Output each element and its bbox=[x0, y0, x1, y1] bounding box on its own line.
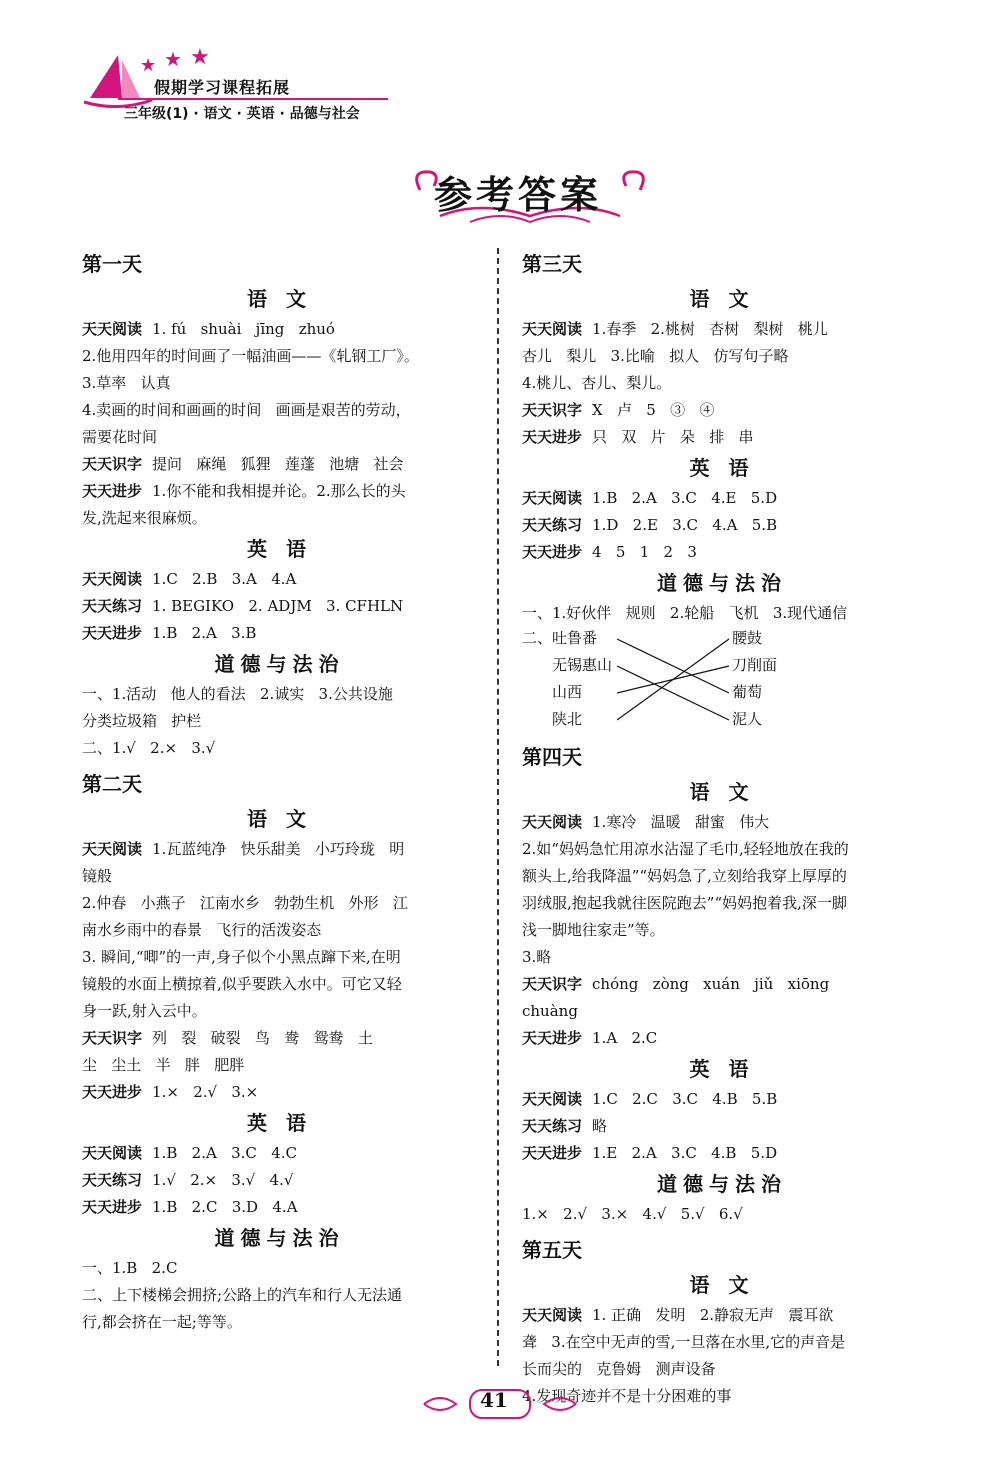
subject-heading: 道德与法治 bbox=[214, 1226, 345, 1250]
header-divider bbox=[118, 98, 388, 100]
answer-line bbox=[522, 1329, 922, 1356]
answer-line bbox=[522, 343, 922, 370]
answer-block bbox=[82, 836, 477, 1106]
answer-text: 1.C 2.C 3.C 4.B 5.B bbox=[592, 1090, 778, 1108]
answer-line bbox=[82, 593, 477, 620]
answer-text: chuàng bbox=[522, 1002, 578, 1020]
answer-line bbox=[82, 708, 477, 735]
match-left-item: 山西 bbox=[552, 683, 583, 701]
answer-text: 镜般的水面上横掠着,似乎要跌入水中。可它又轻 bbox=[82, 975, 402, 993]
answer-block bbox=[82, 1255, 477, 1336]
section-label: 天天识字 bbox=[82, 1029, 143, 1047]
answer-line bbox=[82, 478, 477, 505]
answer-text: 1.B 2.A 3.C 4.E 5.D bbox=[592, 489, 778, 507]
answer-text: 2.他用四年的时间画了一幅油画——《轧钢工厂》。 bbox=[82, 347, 419, 365]
answer-text: 1.B 2.A 3.B bbox=[152, 624, 257, 642]
answer-text: 长而尖的 克鲁姆 测声设备 bbox=[522, 1360, 716, 1378]
answer-block bbox=[522, 485, 922, 566]
page-title: 参考答案 bbox=[434, 173, 603, 217]
right-column bbox=[522, 242, 922, 1410]
answer-text: 4.卖画的时间和画画的时间 画画是艰苦的劳动， bbox=[82, 401, 411, 419]
answer-line bbox=[82, 917, 477, 944]
answer-text: 需要花时间 bbox=[82, 428, 158, 446]
answer-line bbox=[82, 1309, 477, 1336]
subject-heading: 语 文 bbox=[689, 1273, 755, 1297]
answer-text: 镜般 bbox=[82, 867, 113, 885]
match-right-item: 刀削面 bbox=[732, 656, 778, 674]
answer-line bbox=[522, 370, 922, 397]
section-label: 天天进步 bbox=[82, 482, 143, 500]
section-label: 天天阅读 bbox=[522, 1306, 583, 1324]
page-footer bbox=[420, 1384, 580, 1424]
subject-heading: 英 语 bbox=[247, 1111, 312, 1135]
subject-heading: 道德与法治 bbox=[657, 1172, 787, 1196]
answer-text: 3. 瞬间,“唧”的一声,身子似个小黑点蹿下来,在明 bbox=[82, 948, 401, 966]
answer-block bbox=[522, 316, 922, 451]
answer-line bbox=[82, 397, 477, 424]
section-label: 天天识字 bbox=[522, 975, 583, 993]
section-label: 天天阅读 bbox=[82, 1144, 143, 1162]
answer-block bbox=[82, 566, 477, 647]
section-label: 天天阅读 bbox=[522, 320, 583, 338]
answer-text: 1.B 2.A 3.C 4.C bbox=[152, 1144, 297, 1162]
answer-text: 4.发现奇迹并不是十分困难的事 bbox=[522, 1387, 732, 1405]
subject-heading: 英 语 bbox=[247, 537, 312, 561]
answer-text: 分类垃圾箱 护栏 bbox=[82, 712, 202, 730]
answer-text: 二、上下楼梯会拥挤;公路上的汽车和行人无法通 bbox=[82, 1286, 403, 1304]
answer-line bbox=[82, 505, 477, 532]
answer-text: 1.A 2.C bbox=[592, 1029, 658, 1047]
answer-line bbox=[522, 1025, 922, 1052]
answer-line bbox=[82, 343, 477, 370]
answer-text: 1.× 2.√ 3.× 4.√ 5.√ 6.√ bbox=[522, 1205, 743, 1223]
answer-text: chóng zòng xuán jiǔ xiōng bbox=[592, 975, 830, 993]
answer-text: 1.瓦蓝纯净 快乐甜美 小巧玲珑 明 bbox=[152, 840, 405, 858]
answer-text: 只 双 片 朵 排 串 bbox=[592, 428, 754, 446]
answer-line bbox=[82, 370, 477, 397]
answer-line bbox=[522, 836, 922, 863]
answer-line bbox=[82, 1167, 477, 1194]
answer-block bbox=[522, 600, 922, 627]
section-label: 天天进步 bbox=[82, 1083, 143, 1101]
section-label: 天天练习 bbox=[82, 1171, 143, 1189]
section-label: 天天练习 bbox=[522, 516, 583, 534]
answer-line bbox=[522, 539, 922, 566]
section-label: 天天练习 bbox=[522, 1117, 583, 1135]
answer-text: 1.D 2.E 3.C 4.A 5.B bbox=[592, 516, 778, 534]
answer-line bbox=[82, 863, 477, 890]
section-label: 天天阅读 bbox=[82, 570, 143, 588]
answer-line bbox=[82, 1079, 477, 1106]
section-label: 天天进步 bbox=[522, 428, 583, 446]
left-column bbox=[82, 242, 477, 1336]
match-right-item: 泥人 bbox=[732, 710, 763, 728]
subject-heading: 语 文 bbox=[247, 287, 312, 311]
answer-line bbox=[82, 316, 477, 343]
day-heading: 第三天 bbox=[522, 252, 582, 276]
answer-line bbox=[82, 1282, 477, 1309]
answer-line bbox=[82, 681, 477, 708]
answer-text: 1. fú shuài jīng zhuó bbox=[152, 320, 335, 338]
match-right-item: 腰鼓 bbox=[732, 629, 763, 647]
answer-text: 4.桃儿、杏儿、梨儿。 bbox=[522, 374, 672, 392]
answer-line bbox=[82, 1194, 477, 1221]
answer-line bbox=[82, 944, 477, 971]
answer-line bbox=[522, 1113, 922, 1140]
answer-block bbox=[522, 1086, 922, 1167]
answer-line bbox=[82, 620, 477, 647]
star-icon: ★ bbox=[140, 55, 157, 76]
answer-text: 杏儿 梨儿 3.比喻 拟人 仿写句子略 bbox=[522, 347, 789, 365]
day-heading: 第四天 bbox=[522, 745, 582, 769]
answer-text: 1. 正确 发明 2.静寂无声 震耳欲 bbox=[592, 1306, 834, 1324]
answer-line bbox=[522, 1086, 922, 1113]
answer-text: 南水乡雨中的春景 飞行的活泼姿态 bbox=[82, 921, 322, 939]
answer-line bbox=[522, 600, 922, 627]
answer-line bbox=[522, 971, 922, 998]
answer-line bbox=[522, 998, 922, 1025]
answer-block bbox=[522, 809, 922, 1052]
answer-line bbox=[522, 512, 922, 539]
answer-text: 略 bbox=[592, 1117, 608, 1135]
answer-line bbox=[522, 1356, 922, 1383]
section-label: 天天练习 bbox=[82, 597, 143, 615]
section-label: 天天识字 bbox=[522, 401, 583, 419]
subject-heading: 英 语 bbox=[689, 1057, 755, 1081]
answer-line bbox=[82, 566, 477, 593]
answer-text: 羽绒服,抱起我就往医院跑去”“妈妈抱着我,深一脚 bbox=[522, 894, 847, 912]
answer-line bbox=[522, 917, 922, 944]
match-left-item: 陕北 bbox=[552, 710, 583, 728]
answer-line bbox=[82, 735, 477, 762]
title-banner bbox=[410, 160, 650, 230]
subject-heading: 语 文 bbox=[689, 780, 755, 804]
page-number: 41 bbox=[480, 1388, 508, 1412]
section-label: 天天阅读 bbox=[522, 489, 583, 507]
answer-text: 二、1.√ 2.× 3.√ bbox=[82, 739, 216, 757]
answer-line bbox=[522, 890, 922, 917]
answer-line bbox=[522, 316, 922, 343]
answer-line bbox=[522, 1383, 922, 1410]
answer-block bbox=[82, 681, 477, 762]
section-label: 天天进步 bbox=[522, 1144, 583, 1162]
answer-text: 行,都会挤在一起;等等。 bbox=[82, 1313, 242, 1331]
grade-subjects: 三年级(1) · 语文 · 英语 · 品德与社会 bbox=[124, 106, 360, 122]
answer-text: 身一跃,射入云中。 bbox=[82, 1002, 207, 1020]
section-label: 天天进步 bbox=[522, 543, 583, 561]
answer-line bbox=[522, 1140, 922, 1167]
answer-line bbox=[82, 1255, 477, 1282]
answer-line bbox=[522, 944, 922, 971]
subject-heading: 语 文 bbox=[247, 807, 312, 831]
answer-line bbox=[522, 1201, 922, 1228]
answer-text: 1.√ 2.× 3.√ 4.√ bbox=[152, 1171, 294, 1189]
day-heading: 第二天 bbox=[82, 772, 142, 796]
star-icon: ★ bbox=[164, 47, 182, 71]
answer-text: 1.× 2.√ 3.× bbox=[152, 1083, 259, 1101]
match-prefix: 二、 bbox=[522, 629, 553, 647]
answer-line bbox=[82, 1140, 477, 1167]
answer-text: 聋 3.在空中无声的雪,一旦落在水里,它的声音是 bbox=[522, 1333, 846, 1351]
match-right-item: 葡萄 bbox=[732, 683, 763, 701]
answer-text: 1.你不能和我相提并论。2.那么长的头 bbox=[152, 482, 406, 500]
answer-line bbox=[82, 451, 477, 478]
answer-line bbox=[522, 397, 922, 424]
answer-text: 1. BEGIKO 2. ADJM 3. CFHLN bbox=[152, 597, 404, 615]
series-title: 假期学习课程拓展 bbox=[154, 78, 291, 97]
section-label: 天天进步 bbox=[82, 624, 143, 642]
answer-line bbox=[82, 971, 477, 998]
section-label: 天天阅读 bbox=[522, 813, 583, 831]
answer-text: 1.春季 2.桃树 杏树 梨树 桃儿 bbox=[592, 320, 828, 338]
match-left-item: 无锡惠山 bbox=[552, 656, 613, 674]
subject-heading: 语 文 bbox=[689, 287, 755, 311]
section-label: 天天进步 bbox=[522, 1029, 583, 1047]
answer-line bbox=[82, 890, 477, 917]
answer-line bbox=[82, 1025, 477, 1052]
answer-text: 额头上,给我降温”“妈妈急了,立刻给我穿上厚厚的 bbox=[522, 867, 847, 885]
answer-line bbox=[82, 1052, 477, 1079]
answer-text: 3.草率 认真 bbox=[82, 374, 171, 392]
section-label: 天天阅读 bbox=[522, 1090, 583, 1108]
subject-heading: 英 语 bbox=[689, 456, 755, 480]
star-icon: ★ bbox=[190, 45, 210, 70]
day-heading: 第五天 bbox=[522, 1238, 582, 1262]
answer-line bbox=[82, 998, 477, 1025]
match-left-item: 吐鲁番 bbox=[552, 629, 598, 647]
answer-text: 尘 尘土 半 胖 肥胖 bbox=[82, 1056, 245, 1074]
section-label: 天天阅读 bbox=[82, 320, 143, 338]
answer-line bbox=[522, 424, 922, 451]
answer-text: 1.E 2.A 3.C 4.B 5.D bbox=[592, 1144, 778, 1162]
section-label: 天天识字 bbox=[82, 455, 143, 473]
answer-text: 一、1.B 2.C bbox=[82, 1259, 178, 1277]
answer-line bbox=[522, 1302, 922, 1329]
answer-line bbox=[82, 836, 477, 863]
answer-text: 一、1.好伙伴 规则 2.轮船 飞机 3.现代通信 bbox=[522, 604, 848, 622]
answer-text: X 卢 5 ③ ④ bbox=[592, 401, 715, 419]
matching-exercise bbox=[522, 627, 922, 735]
answer-text: 1.寒冷 温暖 甜蜜 伟大 bbox=[592, 813, 770, 831]
subject-heading: 道德与法治 bbox=[657, 571, 787, 595]
section-label: 天天进步 bbox=[82, 1198, 143, 1216]
answer-text: 浅一脚地往家走”等。 bbox=[522, 921, 665, 939]
subject-heading: 道德与法治 bbox=[214, 652, 345, 676]
answer-text: 提问 麻绳 狐狸 莲蓬 池塘 社会 bbox=[152, 455, 404, 473]
answer-text: 1.B 2.C 3.D 4.A bbox=[152, 1198, 298, 1216]
day-heading: 第一天 bbox=[82, 252, 142, 276]
answer-block bbox=[82, 1140, 477, 1221]
answer-line bbox=[522, 485, 922, 512]
answer-text: 2.仲春 小燕子 江南水乡 勃勃生机 外形 江 bbox=[82, 894, 408, 912]
answer-block bbox=[522, 1201, 922, 1228]
answer-block bbox=[82, 316, 477, 532]
match-lines bbox=[617, 627, 737, 735]
answer-text: 4 5 1 2 3 bbox=[592, 543, 697, 561]
book-header bbox=[78, 45, 408, 125]
answer-text: 发,洗起来很麻烦。 bbox=[82, 509, 207, 527]
answer-line bbox=[82, 424, 477, 451]
answer-line bbox=[522, 809, 922, 836]
answer-text: 3.略 bbox=[522, 948, 552, 966]
section-label: 天天阅读 bbox=[82, 840, 143, 858]
answer-line bbox=[522, 863, 922, 890]
column-divider bbox=[497, 248, 499, 1366]
answer-text: 2.如“妈妈急忙用凉水沾湿了毛巾,轻轻地放在我的 bbox=[522, 840, 849, 858]
answer-text: 1.C 2.B 3.A 4.A bbox=[152, 570, 297, 588]
answer-block bbox=[522, 1302, 922, 1410]
answer-text: 一、1.活动 他人的看法 2.诚实 3.公共设施 bbox=[82, 685, 393, 703]
answer-text: 列 裂 破裂 鸟 鸯 鸳鸯 土 bbox=[152, 1029, 373, 1047]
